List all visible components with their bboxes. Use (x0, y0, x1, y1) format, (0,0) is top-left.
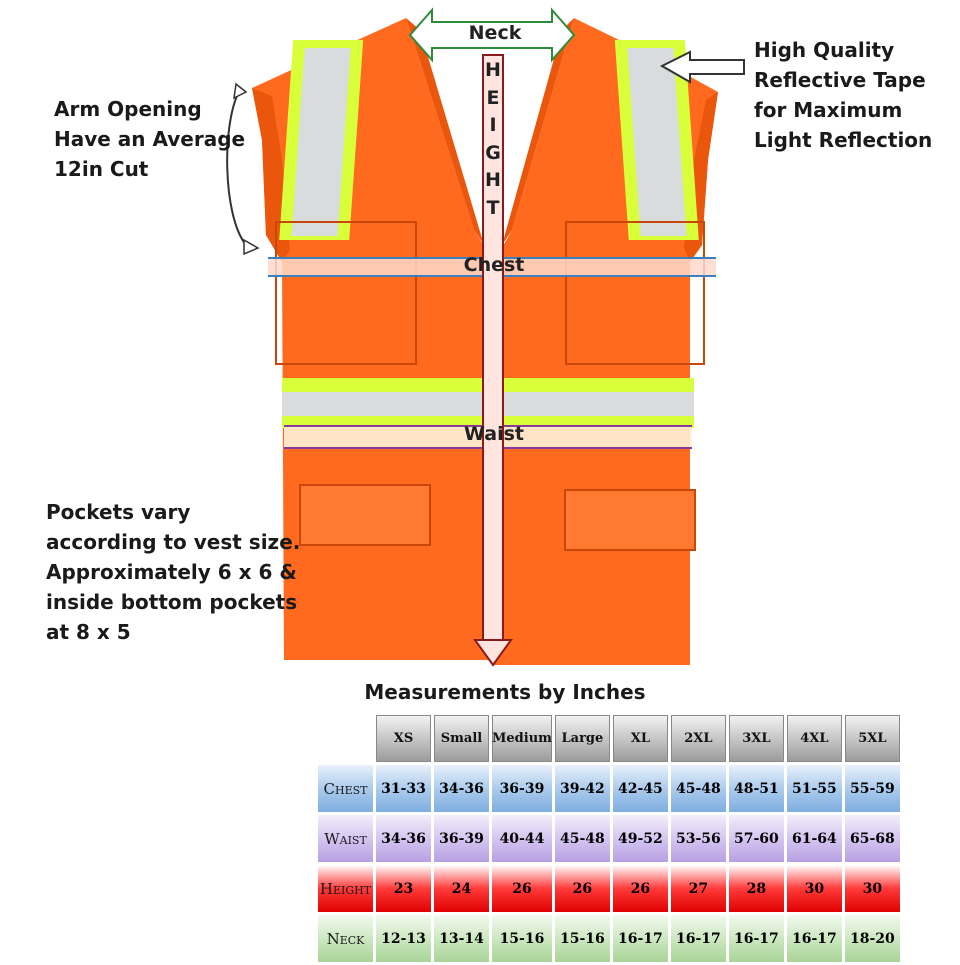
table-cell: 45-48 (555, 815, 610, 862)
size-header-5xl: 5XL (845, 715, 900, 762)
size-header-2xl: 2XL (671, 715, 726, 762)
table-cell: 40-44 (492, 815, 552, 862)
pockets-note-line-4: inside bottom pockets (46, 590, 298, 614)
neck-label: Neck (468, 22, 522, 44)
tape-note-line-1: High Quality (754, 38, 895, 62)
pockets-note-line-3: Approximately 6 x 6 & (46, 560, 297, 584)
table-cell: 49-52 (613, 815, 668, 862)
table-cell: 53-56 (671, 815, 726, 862)
table-cell: 61-64 (787, 815, 842, 862)
row-label-height: Height (318, 865, 373, 912)
table-cell: 12-13 (376, 915, 431, 962)
table-cell: 16-17 (613, 915, 668, 962)
pockets-note-line-2: according to vest size. (46, 530, 301, 554)
table-cell: 36-39 (492, 765, 552, 812)
height-letter: G (485, 141, 501, 164)
table-cell: 31-33 (376, 765, 431, 812)
table-cell: 13-14 (434, 915, 489, 962)
height-letter: T (486, 196, 500, 219)
table-row-waist (318, 815, 900, 862)
table-cell: 51-55 (787, 765, 842, 812)
table-cell: 36-39 (434, 815, 489, 862)
table-cell: 65-68 (845, 815, 900, 862)
table-cell: 16-17 (729, 915, 784, 962)
table-cell: 15-16 (492, 915, 552, 962)
size-header-xl: XL (613, 715, 668, 762)
tape-note-line-2: Reflective Tape (754, 68, 926, 92)
height-label (478, 57, 508, 222)
table-title: Measurements by Inches (364, 680, 646, 704)
size-header-3xl: 3XL (729, 715, 784, 762)
size-header-large: Large (555, 715, 610, 762)
arm-note-line-3: 12in Cut (54, 157, 149, 181)
table-cell: 45-48 (671, 765, 726, 812)
table-cell: 57-60 (729, 815, 784, 862)
pockets-note (46, 497, 300, 647)
table-row-height (318, 865, 900, 912)
lower-right-pocket-flap (565, 490, 695, 550)
pockets-note-line-5: at 8 x 5 (46, 620, 131, 644)
height-letter: I (489, 114, 497, 136)
row-label-waist: Waist (318, 815, 373, 862)
table-cell: 15-16 (555, 915, 610, 962)
table-cell: 30 (787, 865, 842, 912)
arm-opening-note (54, 94, 245, 184)
table-cell: 16-17 (787, 915, 842, 962)
table-cell: 26 (492, 865, 552, 912)
table-header-row (318, 715, 900, 762)
tape-note-line-4: Light Reflection (754, 128, 933, 152)
height-letter: H (485, 169, 501, 191)
height-letter: H (485, 59, 501, 81)
waist-label: Waist (463, 423, 524, 445)
table-cell: 34-36 (434, 765, 489, 812)
lower-left-pocket-flap (300, 485, 430, 545)
reflective-tape-note (754, 35, 932, 155)
table-row-chest (318, 765, 900, 812)
tape-note-line-3: for Maximum (754, 98, 903, 122)
size-header-xs: XS (376, 715, 431, 762)
size-header-medium: Medium (492, 715, 552, 762)
table-cell: 55-59 (845, 765, 900, 812)
table-cell: 24 (434, 865, 489, 912)
table-cell: 39-42 (555, 765, 610, 812)
size-chart-table (315, 712, 903, 965)
pockets-note-line-1: Pockets vary (46, 500, 191, 524)
chest-label: Chest (463, 254, 525, 276)
table-cell: 23 (376, 865, 431, 912)
row-label-neck: Neck (318, 915, 373, 962)
height-letter: E (486, 86, 500, 109)
table-cell: 34-36 (376, 815, 431, 862)
table-cell: 48-51 (729, 765, 784, 812)
table-cell: 26 (555, 865, 610, 912)
table-cell: 16-17 (671, 915, 726, 962)
table-cell: 18-20 (845, 915, 900, 962)
size-header-4xl: 4XL (787, 715, 842, 762)
table-cell: 26 (613, 865, 668, 912)
table-cell: 27 (671, 865, 726, 912)
size-header-small: Small (434, 715, 489, 762)
row-label-chest: Chest (318, 765, 373, 812)
table-row-neck (318, 915, 900, 962)
arm-note-line-1: Arm Opening (54, 97, 202, 121)
table-cell: 28 (729, 865, 784, 912)
table-cell: 42-45 (613, 765, 668, 812)
table-cell: 30 (845, 865, 900, 912)
arm-note-line-2: Have an Average (54, 127, 246, 151)
table-corner (318, 715, 373, 762)
arm-bracket-bottom-arrow (244, 240, 258, 254)
